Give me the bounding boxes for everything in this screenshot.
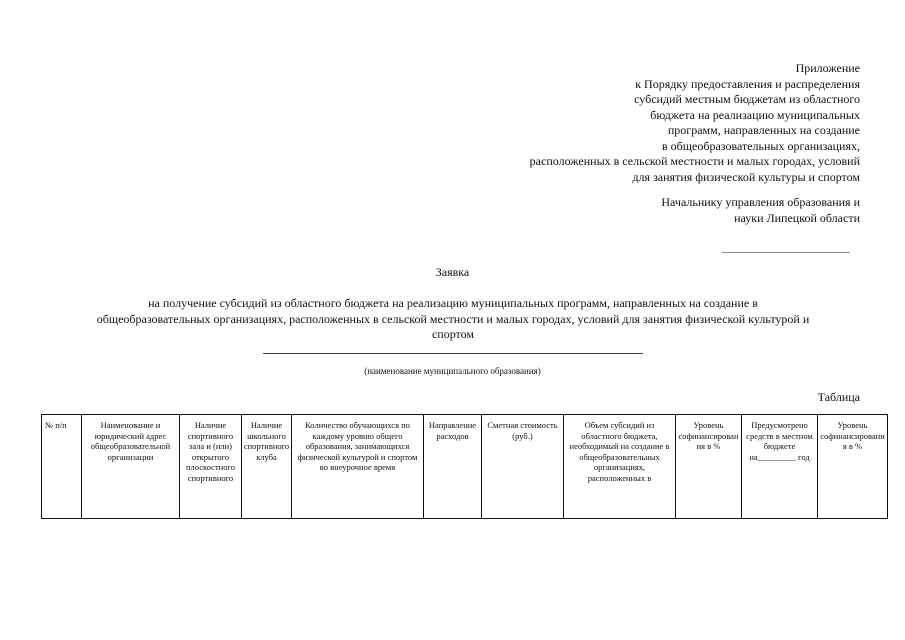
- addressee-line: науки Липецкой области: [734, 210, 860, 225]
- appendix-line: бюджета на реализацию муниципальных: [650, 107, 860, 122]
- appendix-block: [440, 61, 860, 185]
- header-cell-local-budget: Предусмотрено средств в местном бюджете на_________ год: [742, 415, 818, 519]
- addressee-line: Начальнику управления образования и: [661, 195, 860, 209]
- header-cell-number: № п/п: [42, 415, 82, 519]
- appendix-line: программ, направленных на создание: [667, 123, 860, 137]
- table-header-row: [42, 415, 888, 519]
- appendix-line: в общеобразовательных организациях,: [662, 138, 860, 153]
- header-cell-sports-hall: Наличие спортивного зала и (или) открытого плоскостного спортивного: [180, 415, 242, 519]
- municipality-caption: (наименование муниципального образования): [364, 366, 541, 376]
- subject-line: на получение субсидий из областного бюджета на реализацию муниципальных программ, направленных на создание в: [148, 296, 758, 310]
- application-subject: [40, 296, 866, 343]
- document-title: Заявка: [435, 265, 470, 279]
- municipality-underline: [263, 353, 643, 354]
- header-cell-subsidy-amount: Объем субсидий из областного бюджета, необходимый на создание в общеобразовательных организациях, расположенных в: [564, 415, 676, 519]
- addressee-block: [560, 195, 860, 226]
- header-cell-cofinancing-level: Уровень софинансирования в %: [676, 415, 742, 519]
- header-cell-sports-club: Наличие школьного спортивного клуба: [242, 415, 292, 519]
- header-cell-organization: Наименование и юридический адрес общеобразовательной организации: [82, 415, 180, 519]
- header-cell-estimated-cost: Сметная стоимость (руб.): [482, 415, 564, 519]
- subject-line: общеобразовательных организациях, расположенных в сельской местности и малых городах, условий для занятия физической культурой и: [96, 311, 810, 326]
- header-cell-students-count: Количество обучающихся по каждому уровню общего образования, занимающихся физической культурой и спортом во внеурочное время: [292, 415, 424, 519]
- signature-line: [722, 252, 850, 253]
- table-label: Таблица: [817, 390, 860, 404]
- subject-line: спортом: [431, 327, 475, 341]
- header-cell-expense-direction: Направление расходов: [424, 415, 482, 519]
- header-cell-cofinancing-level: Уровень софинансирования в %: [818, 415, 888, 519]
- application-table: [41, 414, 888, 519]
- appendix-line: расположенных в сельской местности и малых городах, условий: [529, 154, 860, 168]
- appendix-line: для занятия физической культуры и спортом: [632, 169, 860, 184]
- appendix-line: Приложение: [795, 61, 860, 75]
- appendix-line: субсидий местным бюджетам из областного: [634, 92, 860, 106]
- appendix-line: к Порядку предоставления и распределения: [635, 76, 860, 91]
